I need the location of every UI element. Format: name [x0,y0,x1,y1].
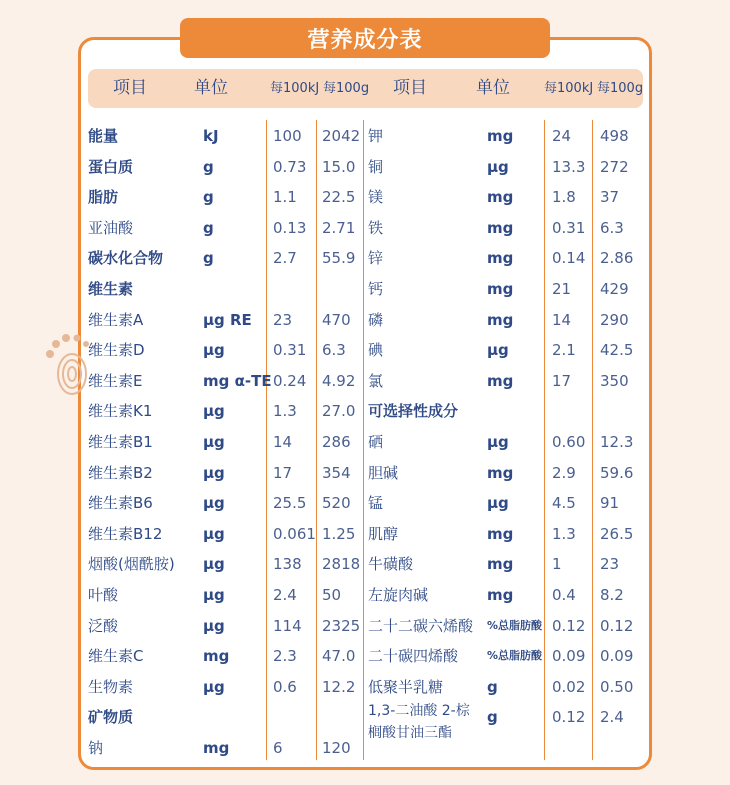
value-per-100kj: 21 [552,280,572,298]
item-name: 蛋白质 [88,157,134,176]
unit: mg [487,371,514,390]
item-name: 二十二碳六烯酸 [368,616,474,635]
unit: mg [487,188,514,207]
value-per-100kj: 0.6 [273,677,297,696]
value-per-100kj: 100 [273,127,302,145]
unit: μg [203,586,225,604]
item-name: 维生素D [88,341,145,360]
value-per-100kj: 114 [273,616,302,635]
value-per-100kj: 13.3 [552,157,586,176]
table-row [0,488,730,518]
value-per-100g: 429 [600,280,629,298]
value-per-100kj: 2.1 [552,341,576,360]
item-name: 氯 [368,371,384,390]
item-name: 矿物质 [88,708,134,727]
value-per-100g: 498 [600,127,629,145]
table-row [0,427,730,457]
value-per-100kj: 0.13 [273,218,307,237]
header-per100kj-left: 每100kJ [270,81,320,96]
value-per-100g: 0.50 [600,677,634,696]
unit: mg [487,249,514,268]
table-row [0,152,730,182]
value-per-100kj: 0.60 [552,433,586,451]
item-name: 烟酸(烟酰胺) [88,555,175,574]
value-per-100g: 350 [600,371,629,390]
value-per-100g: 470 [322,310,351,329]
value-per-100g: 6.3 [322,341,346,360]
value-per-100kj: 1.3 [552,524,576,543]
table-row [0,733,730,763]
value-per-100kj: 6 [273,739,283,757]
value-per-100g: 91 [600,494,620,513]
unit: μg [487,433,509,451]
unit: g [203,218,214,237]
item-name: 铜 [368,157,384,176]
item-name: 生物素 [88,677,134,696]
value-per-100g: 354 [322,463,351,482]
value-per-100kj: 0.31 [273,341,307,360]
item-name: 维生素B2 [88,463,153,482]
value-per-100kj: 1 [552,555,562,574]
table-row [0,641,730,671]
value-per-100kj: 4.5 [552,494,576,513]
value-per-100g: 0.09 [600,647,634,666]
table-row [0,305,730,335]
unit: μg [203,616,225,635]
value-per-100kj: 23 [273,310,293,329]
value-per-100g: 12.2 [322,677,356,696]
value-per-100g: 1.25 [322,524,356,543]
value-per-100g: 4.92 [322,371,356,390]
value-per-100kj: 1.1 [273,188,297,207]
value-per-100kj: 2.4 [273,586,297,604]
unit: mg [487,280,514,298]
value-per-100kj: 2.3 [273,647,297,666]
value-per-100g: 27.0 [322,402,356,421]
value-per-100kj: 17 [273,463,293,482]
header-item-right: 项目 [393,78,427,98]
table-row [0,182,730,212]
item-name: 维生素B6 [88,494,153,513]
unit: μg [203,524,225,543]
unit: kJ [203,127,219,145]
item-name: 泛酸 [88,616,119,635]
value-per-100g: 50 [322,586,342,604]
value-per-100g: 26.5 [600,524,634,543]
item-name: 维生素C [88,647,144,666]
unit: mg [203,647,230,666]
item-name: 可选择性成分 [368,402,459,421]
unit: μg [203,341,225,360]
value-per-100g: 2818 [322,555,361,574]
unit: mg [487,463,514,482]
value-per-100kj: 2.9 [552,463,576,482]
table-row [0,549,730,579]
value-per-100g: 23 [600,555,620,574]
value-per-100kj: 0.12 [552,708,586,727]
value-per-100g: 12.3 [600,433,634,451]
value-per-100g: 2325 [322,616,361,635]
item-name: 维生素E [88,371,143,390]
table-row [0,672,730,702]
item-name: 维生素K1 [88,402,153,421]
unit: μg RE [203,310,252,329]
unit: mg [487,586,514,604]
item-name: 碳水化合物 [88,249,164,268]
item-name: 左旋肉碱 [368,586,429,604]
value-per-100g: 55.9 [322,249,356,268]
item-name: 脂肪 [88,188,119,207]
value-per-100kj: 0.4 [552,586,576,604]
item-name: 钾 [368,127,384,145]
table-row [0,335,730,365]
value-per-100kj: 0.24 [273,371,307,390]
unit: μg [203,402,225,421]
table-row [0,366,730,396]
table-row [0,458,730,488]
value-per-100kj: 0.02 [552,677,586,696]
value-per-100g: 290 [600,310,629,329]
item-name: 维生素 [88,280,134,298]
item-name: 碘 [368,341,384,360]
header-unit-left: 单位 [194,78,228,98]
table-row [0,213,730,243]
unit: μg [203,494,225,513]
value-per-100g: 42.5 [600,341,634,360]
item-name: 镁 [368,188,384,207]
item-name: 低聚半乳糖 [368,677,444,696]
value-per-100g: 272 [600,157,629,176]
item-name: 硒 [368,433,384,451]
table-row [0,519,730,549]
item-name: 锌 [368,249,384,268]
table-row [0,580,730,610]
item-name: 能量 [88,127,119,145]
value-per-100g: 59.6 [600,463,634,482]
item-name: 锰 [368,494,384,513]
value-per-100g: 6.3 [600,218,624,237]
item-name: 肌醇 [368,524,399,543]
value-per-100g: 2.86 [600,249,634,268]
item-name: 维生素A [88,310,144,329]
unit: μg [487,157,509,176]
table-row [0,702,730,742]
unit: g [203,249,214,268]
item-name: 亚油酸 [88,218,134,237]
value-per-100g: 47.0 [322,647,356,666]
value-per-100kj: 17 [552,371,572,390]
value-per-100kj: 2.7 [273,249,297,268]
value-per-100g: 15.0 [322,157,356,176]
unit: mg α-TE [203,371,272,390]
table-row [0,611,730,641]
unit: μg [203,555,225,574]
value-per-100kj: 0.31 [552,218,586,237]
unit: mg [487,555,514,574]
value-per-100g: 520 [322,494,351,513]
item-name: 叶酸 [88,586,119,604]
unit: g [487,677,498,696]
unit: μg [203,463,225,482]
value-per-100g: 8.2 [600,586,624,604]
page-title: 营养成分表 [180,18,550,58]
header-unit-right: 单位 [476,78,510,98]
item-name: 铁 [368,218,384,237]
unit: μg [203,677,225,696]
value-per-100g: 286 [322,433,351,451]
value-per-100g: 22.5 [322,188,356,207]
unit: mg [203,739,230,757]
item-name: 1,3-二油酸 2-棕榈酸甘油三酯 [368,703,470,742]
value-per-100g: 2.71 [322,218,356,237]
table-row [0,396,730,426]
value-per-100g: 37 [600,188,620,207]
header-per100g-right: 每100g [597,81,644,96]
item-name: 钙 [368,280,384,298]
item-name: 牛磺酸 [368,555,414,574]
unit: mg [487,127,514,145]
item-name: 胆碱 [368,463,399,482]
value-per-100kj: 0.14 [552,249,586,268]
value-per-100kj: 0.12 [552,616,586,635]
unit: μg [203,433,225,451]
unit: g [487,708,498,727]
value-per-100g: 2.4 [600,708,624,727]
value-per-100kj: 24 [552,127,572,145]
header-per100kj-right: 每100kJ [544,81,594,96]
item-name: 钠 [88,739,104,757]
value-per-100kj: 0.73 [273,157,307,176]
value-per-100g: 120 [322,739,351,757]
unit: μg [487,341,509,360]
unit: μg [487,494,509,513]
value-per-100kj: 1.3 [273,402,297,421]
item-name: 维生素B12 [88,524,163,543]
value-per-100kj: 0.09 [552,647,586,666]
unit: mg [487,218,514,237]
value-per-100kj: 14 [552,310,572,329]
unit: %总脂肪酸 [487,618,543,632]
item-name: 二十碳四烯酸 [368,647,459,666]
value-per-100kj: 25.5 [273,494,307,513]
table-row [0,274,730,304]
unit: mg [487,524,514,543]
value-per-100kj: 14 [273,433,293,451]
item-name: 磷 [368,310,384,329]
item-name: 维生素B1 [88,433,153,451]
value-per-100kj: 1.8 [552,188,576,207]
table-row [0,121,730,151]
table-row [0,243,730,273]
header-item-left: 项目 [113,78,147,98]
unit: g [203,188,214,207]
unit: %总脂肪酸 [487,649,543,663]
value-per-100g: 2042 [322,127,361,145]
value-per-100g: 0.12 [600,616,634,635]
value-per-100kj: 0.061 [273,524,316,543]
unit: g [203,157,214,176]
value-per-100kj: 138 [273,555,302,574]
unit: mg [487,310,514,329]
header-per100g-left: 每100g [323,81,370,96]
